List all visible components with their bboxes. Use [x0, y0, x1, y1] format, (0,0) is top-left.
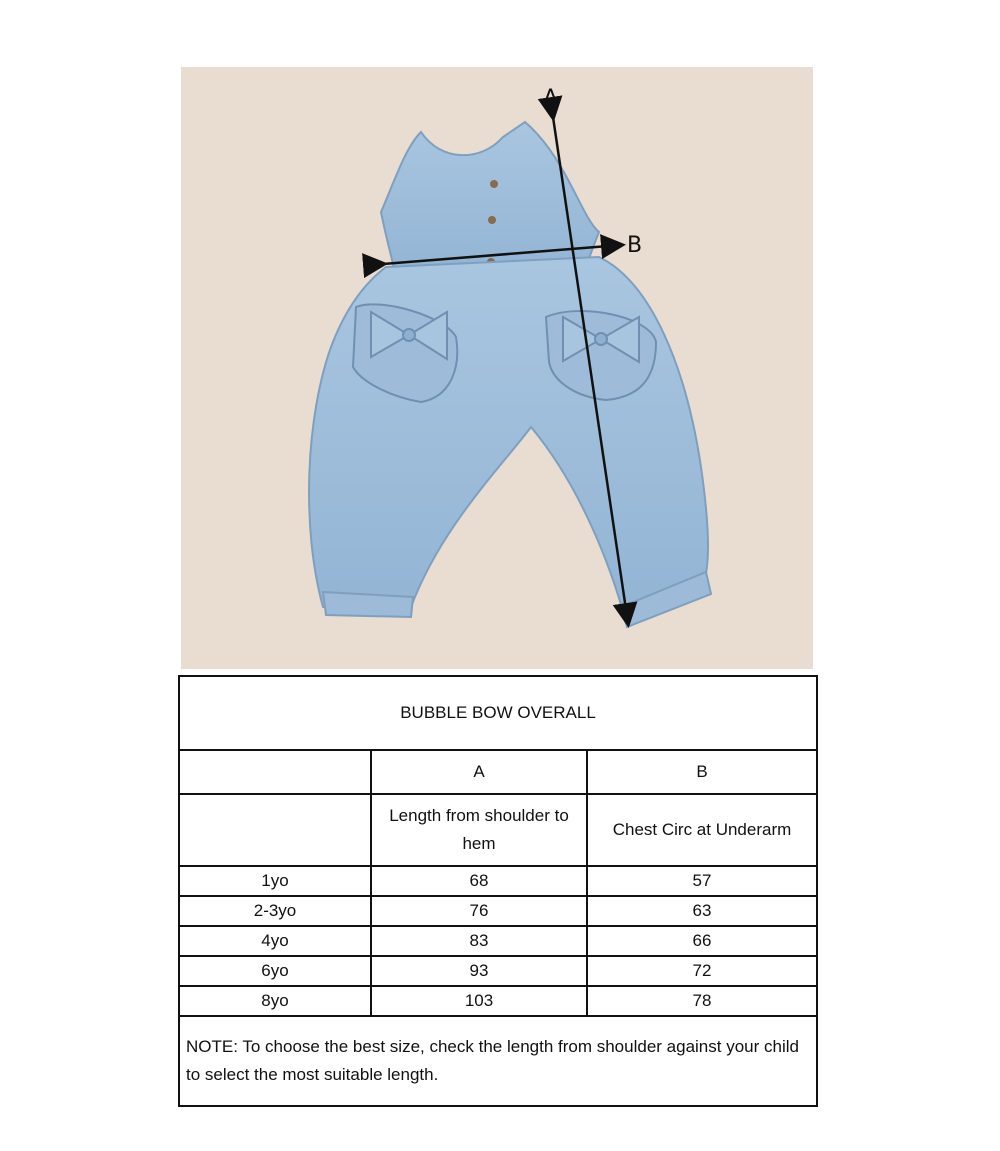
label-a: A	[543, 86, 559, 111]
product-photo	[181, 67, 813, 669]
button	[488, 216, 496, 224]
header-col-a: A	[371, 750, 587, 794]
size-label: 8yo	[179, 986, 371, 1016]
length-value: 103	[371, 986, 587, 1016]
table-row	[179, 866, 817, 896]
table-row	[179, 956, 817, 986]
table-title: BUBBLE BOW OVERALL	[179, 676, 817, 750]
length-value: 68	[371, 866, 587, 896]
size-label: 6yo	[179, 956, 371, 986]
overall-illustration	[181, 67, 813, 669]
header-col-b: B	[587, 750, 817, 794]
description-col-b: Chest Circ at Underarm	[587, 794, 817, 866]
description-col-a: Length from shoulder to hem	[371, 794, 587, 866]
length-value: 76	[371, 896, 587, 926]
button	[490, 180, 498, 188]
header-blank	[179, 750, 371, 794]
chest-value: 78	[587, 986, 817, 1016]
label-b: B	[627, 233, 643, 258]
table-row	[179, 896, 817, 926]
size-label: 4yo	[179, 926, 371, 956]
chest-value: 66	[587, 926, 817, 956]
chest-value: 57	[587, 866, 817, 896]
chest-value: 72	[587, 956, 817, 986]
length-value: 83	[371, 926, 587, 956]
size-label: 1yo	[179, 866, 371, 896]
size-chart-table	[178, 675, 818, 1107]
length-value: 93	[371, 956, 587, 986]
left-cuff	[323, 592, 413, 617]
table-row	[179, 986, 817, 1016]
size-label: 2-3yo	[179, 896, 371, 926]
size-note: NOTE: To choose the best size, check the length from shoulder against your child to select the most suitable length.	[179, 1016, 817, 1106]
chest-value: 63	[587, 896, 817, 926]
description-blank	[179, 794, 371, 866]
table-row	[179, 926, 817, 956]
